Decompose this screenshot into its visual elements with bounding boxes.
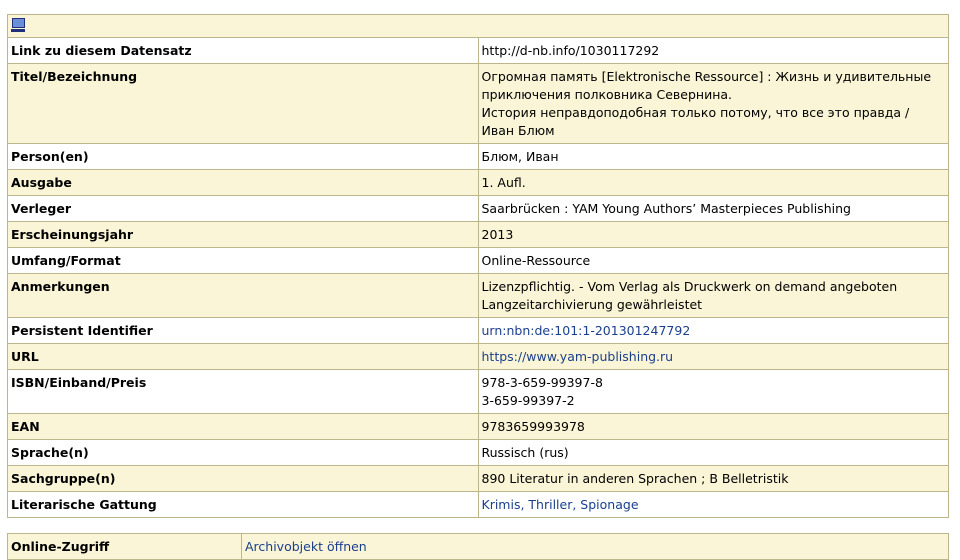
record-container [7,14,949,560]
field-value-line: История неправдоподобная только потому, что все это правда / Иван Блюм [481,105,910,138]
online-access-value [242,534,949,560]
field-value [478,248,949,274]
field-label: Ausgabe [8,170,479,196]
field-value-line: 3-659-99397-2 [481,393,575,408]
field-label: ISBN/Einband/Preis [8,370,479,414]
field-label: Erscheinungsjahr [8,222,479,248]
field-value [478,492,949,518]
field-value-line: Langzeitarchivierung gewährleistet [481,297,703,312]
record-row [8,318,949,344]
field-value [478,196,949,222]
computer-icon[interactable] [11,18,26,33]
record-row [8,144,949,170]
field-value-link[interactable]: Krimis, Thriller, Spionage [481,497,639,512]
record-row [8,440,949,466]
field-value-line: Огромная память [Elektronische Ressource] : Жизнь и удивительные приключения полковника Севернина. [481,69,932,102]
record-table-body [8,15,949,518]
field-value [478,318,949,344]
field-value-line: Блюм, Иван [481,149,559,164]
field-label: Literarische Gattung [8,492,479,518]
record-row [8,248,949,274]
field-label: Sachgruppe(n) [8,466,479,492]
record-row [8,466,949,492]
field-value [478,370,949,414]
field-value-line: 890 Literatur in anderen Sprachen ; B Belletristik [481,471,789,486]
online-access-table [7,533,949,560]
field-value [478,64,949,144]
field-value [478,144,949,170]
field-label: Sprache(n) [8,440,479,466]
field-value-line: http://d-nb.info/1030117292 [481,43,660,58]
field-label: URL [8,344,479,370]
computer-icon-screen [12,18,25,28]
field-label: Link zu diesem Datensatz [8,38,479,64]
online-access-label: Online-Zugriff [8,534,242,560]
field-value [478,466,949,492]
online-access-row [8,534,949,560]
record-row [8,344,949,370]
record-row [8,492,949,518]
record-row [8,370,949,414]
field-value-line: Online-Ressource [481,253,591,268]
record-row [8,64,949,144]
field-value-link[interactable]: https://www.yam-publishing.ru [481,349,674,364]
table-gap [7,518,949,533]
record-row [8,414,949,440]
computer-icon-base [11,29,25,32]
field-value-link[interactable]: urn:nbn:de:101:1-201301247792 [481,323,691,338]
field-value [478,414,949,440]
field-value-line: Lizenzpflichtig. - Vom Verlag als Druckwerk on demand angeboten [481,279,898,294]
field-value-line: Russisch (rus) [481,445,569,460]
record-row [8,38,949,64]
field-label: Verleger [8,196,479,222]
field-value [478,222,949,248]
field-value [478,170,949,196]
record-table [7,14,949,518]
field-value-line: 978-3-659-99397-8 [481,375,603,390]
record-row [8,196,949,222]
field-value-line: 9783659993978 [481,419,585,434]
field-label: Persistent Identifier [8,318,479,344]
header-icon-cell [8,15,949,38]
record-row [8,170,949,196]
field-value [478,344,949,370]
record-row [8,274,949,318]
record-row [8,222,949,248]
header-icon-row [8,15,949,38]
field-value [478,440,949,466]
field-value-line: 1. Aufl. [481,175,526,190]
field-label: EAN [8,414,479,440]
field-value [478,38,949,64]
archive-object-link[interactable]: Archivobjekt öffnen [245,539,367,554]
field-label: Anmerkungen [8,274,479,318]
field-label: Person(en) [8,144,479,170]
field-label: Umfang/Format [8,248,479,274]
field-label: Titel/Bezeichnung [8,64,479,144]
field-value [478,274,949,318]
field-value-line: 2013 [481,227,514,242]
field-value-line: Saarbrücken : YAM Young Authors’ Masterpieces Publishing [481,201,851,216]
